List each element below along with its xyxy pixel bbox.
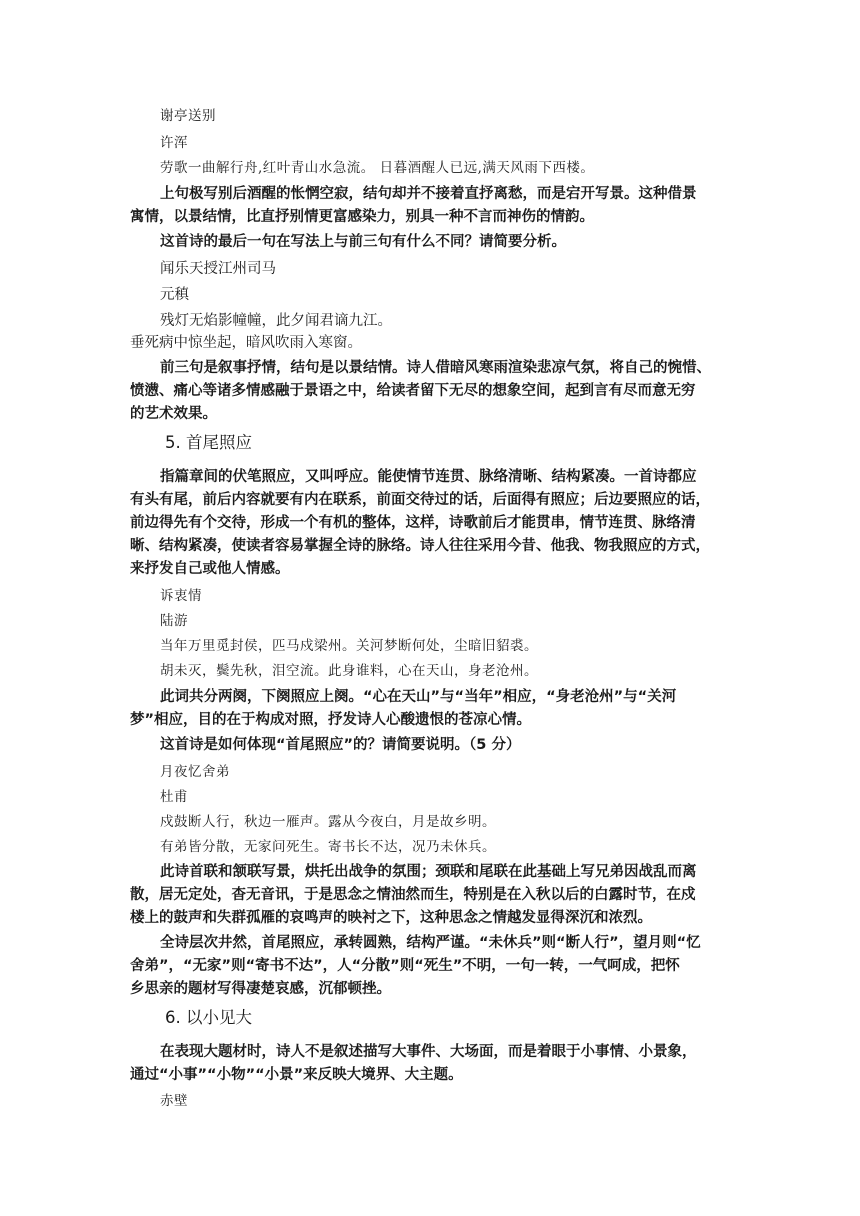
poem-line: 胡未灭，鬓先秋，泪空流。此身谁料，心在天山，身老沧州。 (160, 663, 538, 679)
paragraph-line: 有头有尾，前后内容就要有内在联系，前面交待过的话，后面得有照应；后边要照应的话， (130, 492, 710, 508)
poem-author: 杜甫 (160, 789, 188, 805)
question-line: 这首诗是如何体现“首尾照应”的？请简要说明。（5 分） (160, 737, 521, 753)
poem-author: 元稹 (160, 287, 189, 303)
poem-line: 劳歌一曲解行舟,红叶青山水急流。 日暮酒醒人已远,满天风雨下西楼。 (160, 160, 595, 176)
paragraph-line: 散，居无定处，杳无音讯，于是思念之情油然而生，特别是在入秋以后的白露时节，在戍 (130, 887, 696, 903)
poem-author: 许浑 (160, 135, 188, 151)
paragraph-line: 前边得先有个交待，形成一个有机的整体，这样，诗歌前后才能贯串，情节连贯、脉络清 (130, 515, 696, 531)
paragraph-line: 梦”相应，目的在于构成对照，抒发诗人心酸遗恨的苍凉心情。 (130, 712, 532, 728)
paragraph-line: 的艺术效果。 (130, 406, 217, 422)
section-heading: 6. 以小见大 (165, 1008, 252, 1027)
poem-title: 赤壁 (160, 1093, 188, 1109)
paragraph-line: 此诗首联和颔联写景，烘托出战争的氛围；颈联和尾联在此基础上写兄弟因战乱而离 (160, 864, 697, 880)
poem-line: 残灯无焰影幢幢，此夕闻君谪九江。 (160, 313, 392, 329)
paragraph-line: 晰、结构紧凑，使读者容易掌握全诗的脉络。诗人往往采用今昔、他我、物我照应的方式， (130, 538, 710, 554)
section-heading: 5. 首尾照应 (165, 433, 252, 452)
poem-title: 闻乐天授江州司马 (160, 261, 276, 277)
paragraph-line: 愤懑、痛心等诸多情感融于景语之中，给读者留下无尽的想象空间，起到言有尽而意无穷 (130, 383, 696, 399)
poem-line: 当年万里觅封侯，匹马戍梁州。关河梦断何处，尘暗旧貂裘。 (160, 638, 538, 654)
paragraph-line: 来抒发自己或他人情感。 (130, 561, 290, 577)
poem-title: 谢亭送别 (160, 108, 216, 124)
paragraph-line: 寓情，以景结情，比直抒别情更富感染力，别具一种不言而神伤的情韵。 (130, 209, 594, 225)
paragraph-line: 此词共分两阕，下阕照应上阕。“心在天山”与“当年”相应，“身老沧州”与“关河 (160, 689, 677, 705)
paragraph-line: 楼上的鼓声和失群孤雁的哀鸣声的映衬之下，这种思念之情越发显得深沉和浓烈。 (130, 910, 652, 926)
poem-line: 戍鼓断人行，秋边一雁声。露从今夜白，月是故乡明。 (160, 814, 496, 830)
paragraph-line: 前三句是叙事抒情，结句是以景结情。诗人借暗风寒雨渲染悲凉气氛，将自己的惋惜、 (160, 360, 711, 376)
poem-title: 诉衷情 (160, 588, 202, 604)
paragraph-line: 上句极写别后酒醒的怅惘空寂，结句却并不接着直抒离愁，而是宕开写景。这种借景 (160, 186, 697, 202)
paragraph-line: 在表现大题材时，诗人不是叙述描写大事件、大场面，而是着眼于小事情、小景象， (160, 1044, 697, 1060)
paragraph-line: 全诗层次井然，首尾照应，承转圆熟，结构严谨。“未休兵”则“断人行”，望月则“忆 (160, 935, 701, 951)
paragraph-line: 通过“小事”“小物”“小景”来反映大境界、大主题。 (130, 1067, 463, 1083)
question-line: 这首诗的最后一句在写法上与前三句有什么不同？请简要分析。 (160, 234, 566, 250)
poem-author: 陆游 (160, 613, 188, 629)
poem-line: 垂死病中惊坐起，暗风吹雨入寒窗。 (130, 335, 362, 351)
paragraph-line: 指篇章间的伏笔照应，又叫呼应。能使情节连贯、脉络清晰、结构紧凑。一首诗都应 (160, 469, 697, 485)
paragraph-line: 舍弟”，“无家”则“寄书不达”，人“分散”则“死生”不明，一句一转，一气呵成，把怀 (130, 958, 680, 974)
poem-line: 有弟皆分散，无家问死生。寄书长不达，况乃未休兵。 (160, 839, 496, 855)
paragraph-line: 乡思亲的题材写得凄楚哀感，沉郁顿挫。 (130, 981, 391, 997)
poem-title: 月夜忆舍弟 (160, 764, 230, 780)
